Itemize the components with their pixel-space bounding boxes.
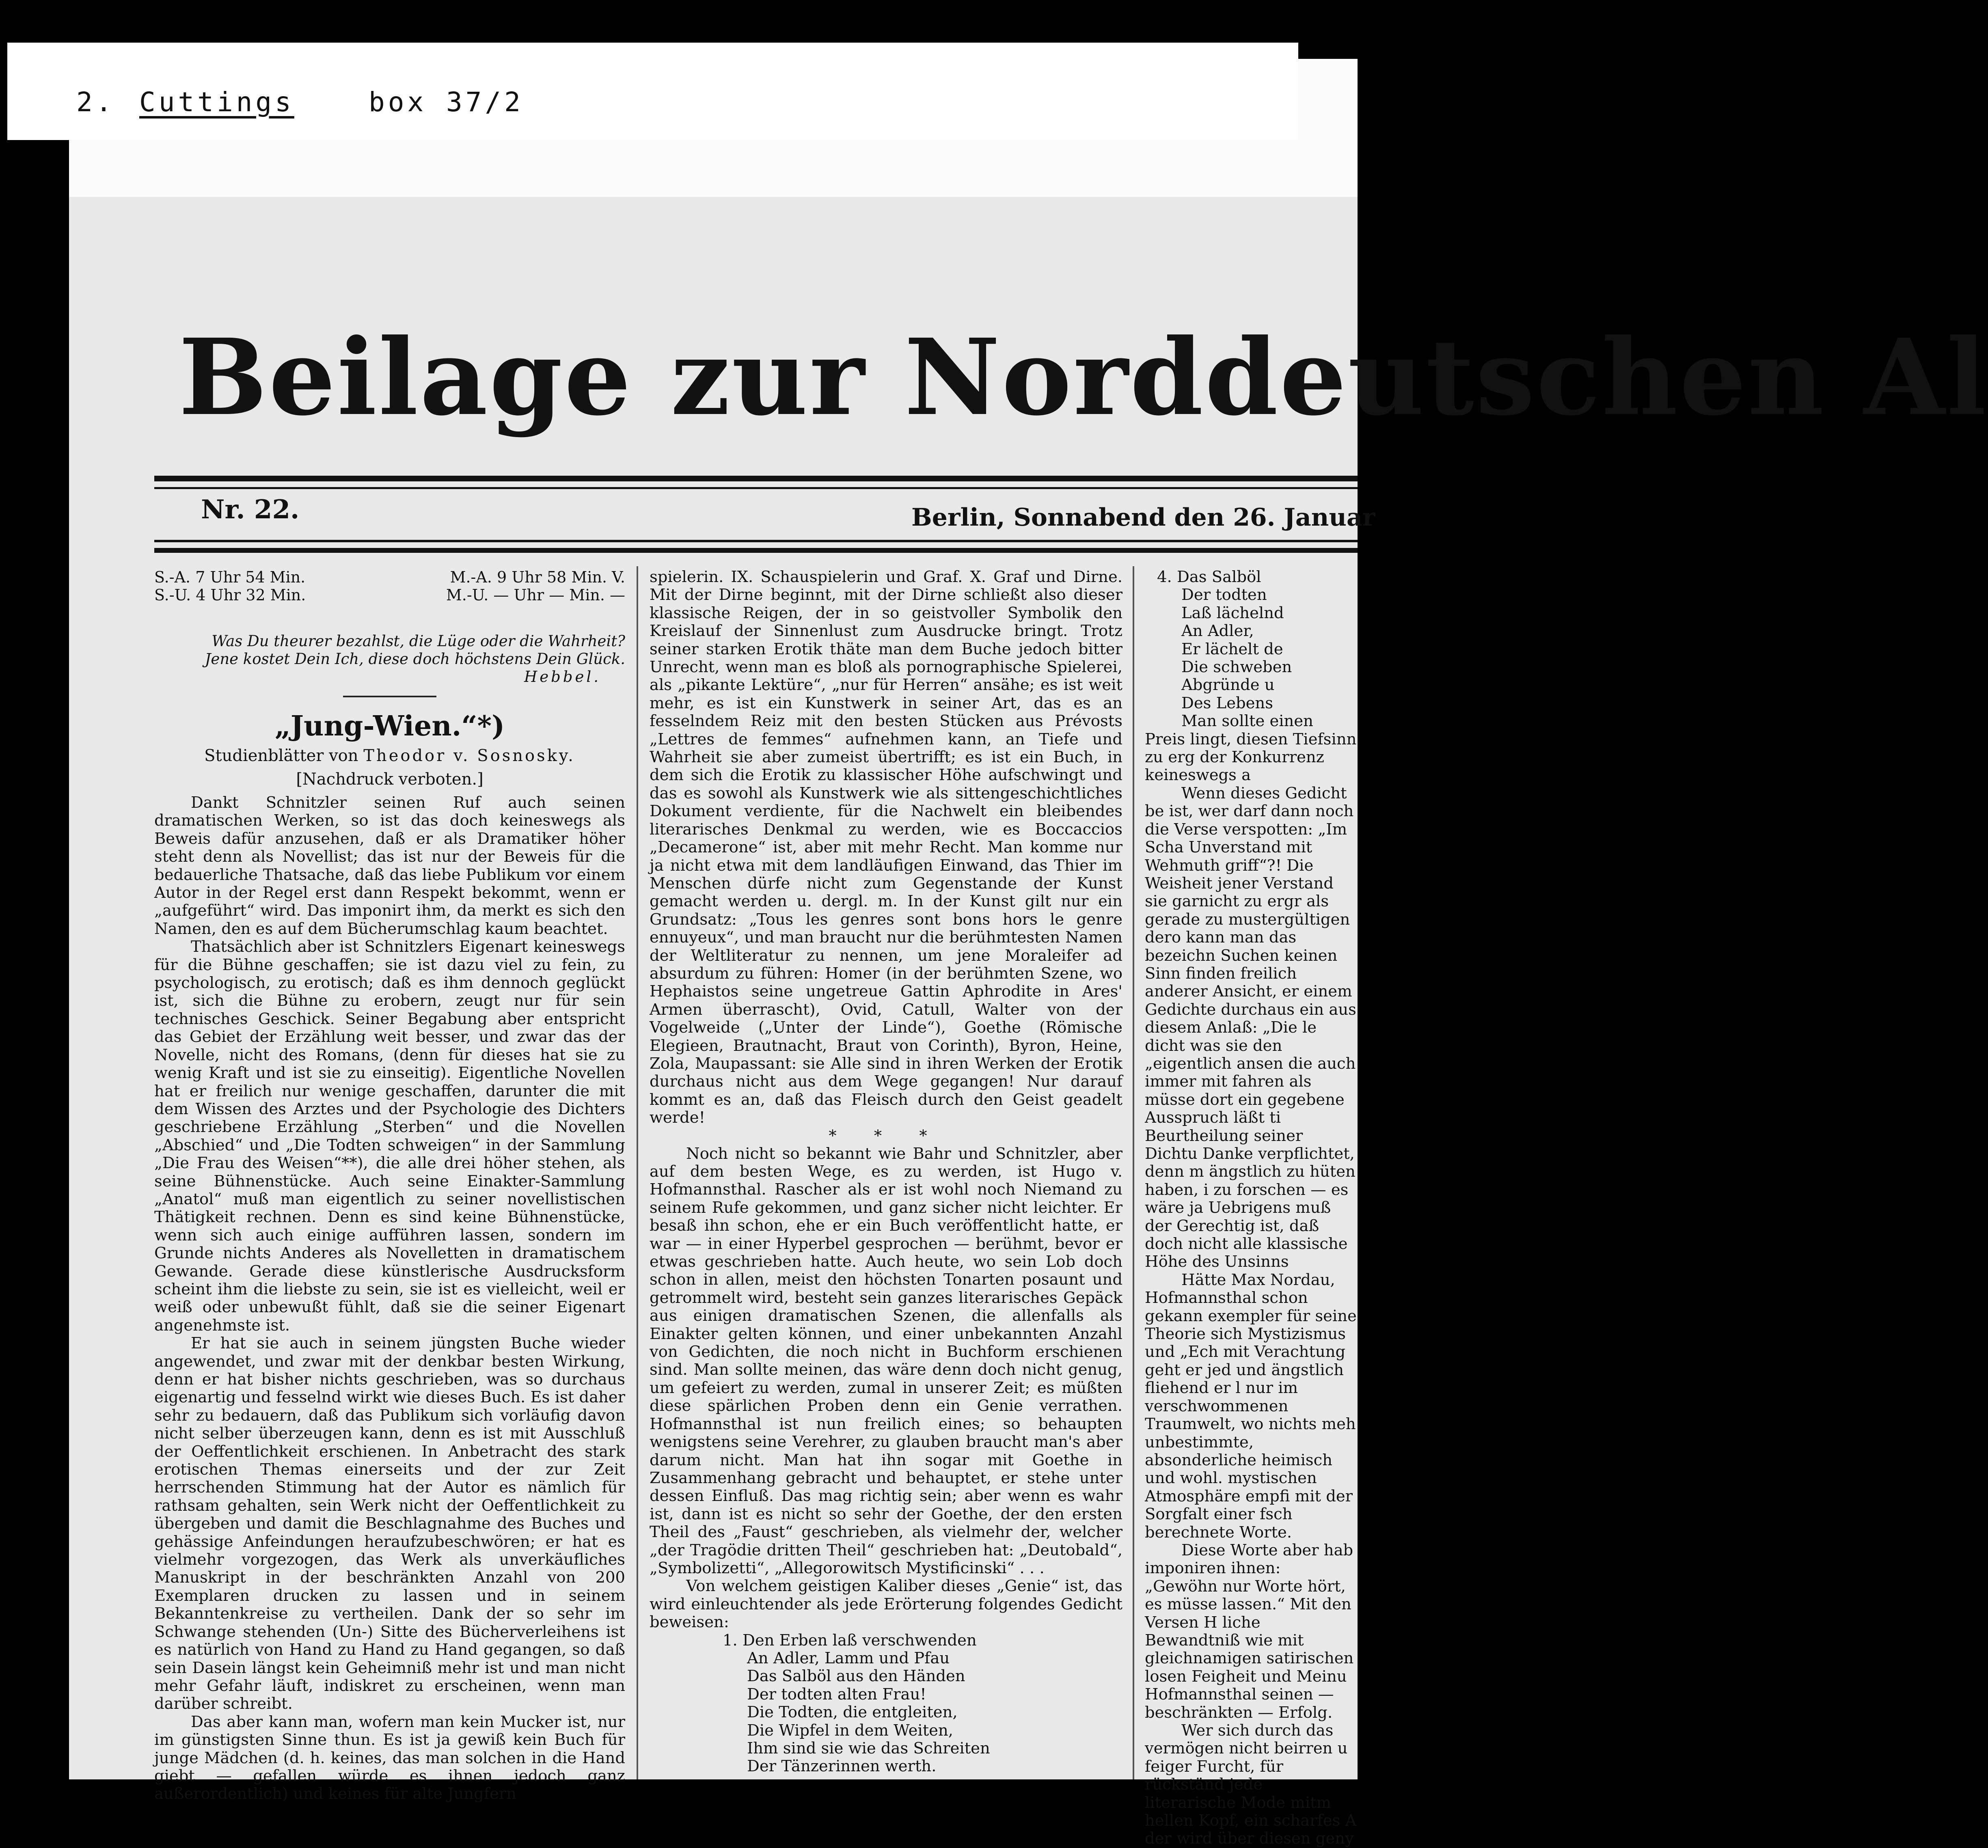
masthead-rule-thin [154, 487, 1358, 489]
article-title: „Jung-Wien.“*) [274, 710, 505, 742]
section-divider [343, 696, 436, 697]
masthead-title: Beilage zur Norddeutschen Al [179, 316, 1988, 439]
poem-line: Laß lächelnd [1181, 604, 1284, 622]
column-separator [1133, 566, 1134, 1779]
paragraph: Er hat sie auch in seinem jüngsten Buche wieder angewendet, und zwar mit der denkbar besten Wirkung, denn er hat bisher nichts geschrieben, was so durchaus eigenartig und fesselnd wirkt wie dieses Buch. Es ist daher sehr zu bedauern, daß das Publikum sich vorläufig davon nicht selber überzeugen kann, denn es ist mit Ausschluß der Oeffentlichkeit erschienen. In Anbetracht des stark erotischen Themas einerseits und der zur Zeit herrschenden Stimmung hat der Autor es nämlich für rathsam gehalten, sein Werk nicht der Oeffentlichkeit zu übergeben und damit die Beschlagnahme des Buches und gehässige Anfeindungen heraufzubeschwören; er hat es vielmehr vorgezogen, das Werk als unverkäufliches Manuskript in der beschränkten Anzahl von 200 Exemplaren drucken zu lassen und in seinem Bekanntenkreise zu vertheilen. Dank der so sehr im Schwange stehenden (Un-) Sitte des Bücherverleihens ist es natürlich von Hand zu Hand zu Hand gegangen, so daß sein Dasein längst kein Geheimniß mehr ist und man nicht mehr Gefahr läuft, indiskret zu erscheinen, wenn man darüber schreibt. [154, 1334, 625, 1713]
sun-moon-times [154, 568, 625, 604]
sun-rise: S.-A. 7 Uhr 54 Min. [154, 568, 306, 586]
poem-line: Die Wipfel in dem Weiten, [747, 1721, 953, 1740]
poem-line: Abgründe u [1181, 676, 1275, 694]
byline-author: Theodor v. Sosnosky. [363, 746, 575, 765]
reprint-notice: [Nachdruck verboten.] [296, 770, 484, 789]
epigraph [154, 632, 625, 686]
paragraph: spielerin. IX. Schauspielerin und Graf. X. Graf und Dirne. Mit der Dirne beginnt, mit der Dirne schließt also dieser klassische Reigen, der in so geistvoller Symbolik den Kreislauf der Sinnenlust zum Ausdrucke bringt. Trotz seiner starken Erotik thäte man dem Buche jedoch bitter Unrecht, wenn man es bloß als pornographische Spielerei, als „pikante Lektüre“, „nur für Herren“ ansähe; es ist weit mehr, es ist ein Kunstwerk in seiner Art, das es an fesselndem Reiz mit den besten Stücken aus Prévosts „Lettres de femmes“ aufnehmen kann, an Tiefe und Wahrheit sie aber zumeist übertrifft; es ist ein Buch, in dem sich die Erotik zu klassischer Höhe aufschwingt und das es sowohl als Kunstwerk wie als sittengeschichtliches Dokument verdiente, für die Nachwelt ein bleibendes literarisches Denkmal zu werden, wie es Boccaccios „Decamerone“ ist, aber mit mehr Recht. Man komme nur ja nicht etwa mit dem landläufigen Einwand, das Thier im Menschen dürfe nicht zum Gegenstande der Kunst gemacht werden u. dergl. m. In der Kunst gilt nur ein Grundsatz: „Tous les genres sont bons hors le genre ennuyeux“, und man braucht nur die berühmtesten Namen der Weltliteratur zu nennen, um jene Moraleifer ad absurdum zu führen: Homer (in der berühmten Szene, wo Hephaistos seine ungetreue Gattin Aphrodite in Ares' Armen überrascht), Ovid, Catull, Walter von der Vogelweide („Unter der Linde“), Goethe (Römische Elegieen, Brautnacht, Braut von Corinth), Byron, Heine, Zola, Maupassant: sie Alle sind in ihren Werken der Erotik durchaus nicht aus dem Wege gegangen! Nur darauf kommt es an, daß das Fleisch durch den Geist geadelt werde! [650, 568, 1122, 1127]
poem-line: 4. Das Salböl [1157, 568, 1261, 586]
column-separator [637, 566, 638, 1779]
poem [1157, 568, 1358, 712]
paragraph: Hätte Max Nordau, Hofmannsthal schon gekann exempler für seine Theorie sich Mystizismus und „Ech mit Verachtung geht er jed und ängstlich fliehend er l nur im verschwommenen Traumwelt, wo nichts meh unbestimmte, absonderliche heimisch und wohl. mystischen Atmosphäre empfi mit der Sorgfalt einer fsch berechnete Worte. [1145, 1270, 1357, 1542]
poem-line: An Adler, Lamm und Pfau [747, 1649, 950, 1667]
poem-line: Der todten [1181, 586, 1267, 604]
poem-line: Ihm sind sie wie das Schreiten [747, 1739, 990, 1757]
paragraph: Wer sich durch das vermögen nicht beirren u feiger Furcht, für rückständ jede literarische Mode mitm hellen Kopf, ein scharfes A der wird über diesen geny [1145, 1721, 1357, 1848]
header-rule-thin [154, 540, 1358, 542]
archive-number: 2. [76, 86, 115, 118]
poem-line: Das Salböl aus den Händen [747, 1667, 965, 1686]
poem-line: Die Todten, die entgleiten, [747, 1703, 958, 1722]
archive-label [7, 43, 1298, 140]
paragraph: Noch nicht so bekannt wie Bahr und Schnitzler, aber auf dem besten Wege, es zu werden, ist Hugo v. Hofmannsthal. Rascher als er ist wohl noch Niemand zu seinem Rufe gekommen, und ganz sicher nicht leichter. Er besaß ihn schon, ehe er ein Buch veröffentlicht hatte, er war — in einer Hyperbel gesprochen — berühmt, bevor er etwas geschrieben hatte. Auch heute, wo sein Lob doch schon in allen, meist den höchsten Tonarten posaunt und getrommelt wird, besteht sein ganzes literarisches Gepäck aus einigen dramatischen Szenen, die allenfalls als Einakter gelten können, und einer unbekannten Anzahl von Gedichten, die noch nicht in Buchform erschienen sind. Man sollte meinen, das wäre denn doch nicht genug, um gefeiert zu werden, zumal in unserer Zeit; es müßten diese spärlichen Proben denn ein Genie verrathen. Hofmannsthal ist nun freilich eines; so behaupten wenigstens seine Verehrer, zu glauben braucht man's aber darum nicht. Man hat ihn sogar mit Goethe in Zusammenhang gebracht und behauptet, er stehe unter dessen Einfluß. Das mag richtig sein; aber wenn es wahr ist, dann ist es nicht so sehr der Goethe, der den ersten Theil des „Faust“ geschrieben, als vielmehr der, welcher „der Tragödie dritten Theil“ geschrieben hat: „Deutobald“, „Symbolizetti“, „Allegorowitsch Mystificinski“ . . . [650, 1144, 1122, 1577]
paragraph: Diese Worte aber hab imponiren ihnen: „Gewöhn nur Worte hört, es müsse lassen.“ Mit den Versen H liche Bewandtniß wie mit gleichnamigen satirischen losen Feigheit und Meinu Hofmannsthal seinen — beschränkten — Erfolg. [1145, 1541, 1354, 1722]
epigraph-author: Hebbel. [524, 668, 601, 686]
column-1 [154, 568, 625, 1803]
poem-line: Die schweben [1181, 658, 1292, 677]
paragraph: Man sollte einen Preis lingt, diesen Tiefsinn zu erg der Konkurrenz keineswegs a [1145, 712, 1357, 785]
epigraph-line: Was Du theurer bezahlst, die Lüge oder die Wahrheit? [212, 632, 625, 650]
paragraph: Von welchem geistigen Kaliber dieses „Genie“ ist, das wird einleuchtender als jede Erörterung folgendes Gedicht beweisen: [650, 1577, 1122, 1632]
epigraph-line: Jene kostet Dein Ich, diese doch höchstens Dein Glück. [205, 650, 625, 668]
paragraph: Wenn dieses Gedicht be ist, wer darf dann noch die Verse verspotten: „Im Scha Unverstand mit Wehmuth griff“?! Die Weisheit jener Verstand sie garnicht zu ergr als gerade zu mustergültigen dero kann man das bezeichn Suchen keinen Sinn finden freilich anderer Ansicht, er einem Gedichte durchaus ein aus diesem Anlaß: „Die le dicht was sie den „eigentlich ansen die auch immer mit fahren als müsse dort ein gegebene Ausspruch läßt ti Beurtheilung seiner Dichtu Danke verpflichtet, denn m ängstlich zu hüten haben, i zu forschen — es wäre ja Uebrigens muß der Gerechtig ist, daß doch nicht alle klassische Höhe des Unsinns [1145, 784, 1356, 1271]
header-rule [154, 548, 1358, 553]
issue-number: Nr. 22. [201, 494, 300, 525]
archive-section: Cuttings [139, 86, 294, 118]
dateline: Berlin, Sonnabend den 26. Januar [911, 503, 1375, 532]
archive-box: box 37/2 [369, 86, 524, 118]
article-byline [154, 744, 625, 767]
column-2 [650, 568, 1122, 1779]
poem-line: 1. Den Erben laß verschwenden [723, 1631, 977, 1650]
poem [723, 1631, 1122, 1776]
column-3 [1145, 568, 1358, 1848]
masthead-rule [154, 476, 1358, 481]
paragraph: Dankt Schnitzler seinen Ruf auch seinen dramatischen Werken, so ist das doch keineswegs als Beweis dafür anzusehen, daß er als Dramatiker höher steht denn als Novellist; das ist nur der Beweis für die bedauerliche Thatsache, daß das liebe Publikum vor einem Autor in der Regel erst dann Respekt bekommt, wenn er „aufgeführt“ wird. Das imponirt ihm, da merkt es sich den Namen, den es auf dem Bücherumschlag kaum beachtet. [154, 794, 625, 938]
moon-set: M.-U. — Uhr — Min. — [446, 586, 625, 604]
poem-line: Der Tänzerinnen werth. [747, 1757, 937, 1776]
paragraph: Das aber kann man, wofern man kein Mucker ist, nur im günstigsten Sinne thun. Es ist ja gewiß kein Buch für junge Mädchen (d. h. keines, das man solchen in die Hand giebt — gefallen würde es ihnen jedoch ganz außerordentlich) und keines für alte Jungfern [154, 1712, 625, 1803]
paragraph: Thatsächlich aber ist Schnitzlers Eigenart keineswegs für die Bühne geschaffen; sie ist dazu viel zu fein, zu psychologisch, zu erotisch; daß es ihm dennoch geglückt ist, sich die Bühne zu erobern, zeugt nur für sein technisches Geschick. Seiner Begabung aber entspricht das Gebiet der Erzählung weit besser, und zwar das der Novelle, nicht des Romans, (denn für dieses hat sie zu wenig Kraft und ist sie zu einseitig). Eigentliche Novellen hat er freilich nur wenige geschaffen, darunter die mit dem Wissen des Arztes und der Psychologie des Dichters geschriebene Erzählung „Sterben“ und die Novellen „Abschied“ und „Die Todten schweigen“ in der Sammlung „Die Frau des Weisen“**), die alle drei höher stehen, als seine Bühnenstücke. Auch seine Einakter-Sammlung „Anatol“ muß man eigentlich zu seiner novellistischen Thätigkeit rechnen. Denn es sind keine Bühnenstücke, wenn sich auch einige aufführen lassen, sondern im Grunde nichts Anderes als Novelletten in dramatischem Gewande. Gerade diese künstlerische Ausdrucksform scheint ihm die liebste zu sein, sie ist es vielleicht, weil er weiß oder unbewußt fühlt, daß sie die seiner Eigenart angenehmste ist. [154, 938, 625, 1335]
sun-set: S.-U. 4 Uhr 32 Min. [154, 586, 306, 604]
section-stars: * * * [829, 1126, 943, 1145]
moon-rise: M.-A. 9 Uhr 58 Min. V. [450, 568, 625, 586]
poem-line: An Adler, [1181, 622, 1254, 640]
poem-line: Der todten alten Frau! [747, 1685, 926, 1704]
poem-line: Er lächelt de [1181, 640, 1283, 658]
poem-line: Des Lebens [1181, 694, 1273, 712]
byline-prefix: Studienblätter von [204, 746, 358, 765]
